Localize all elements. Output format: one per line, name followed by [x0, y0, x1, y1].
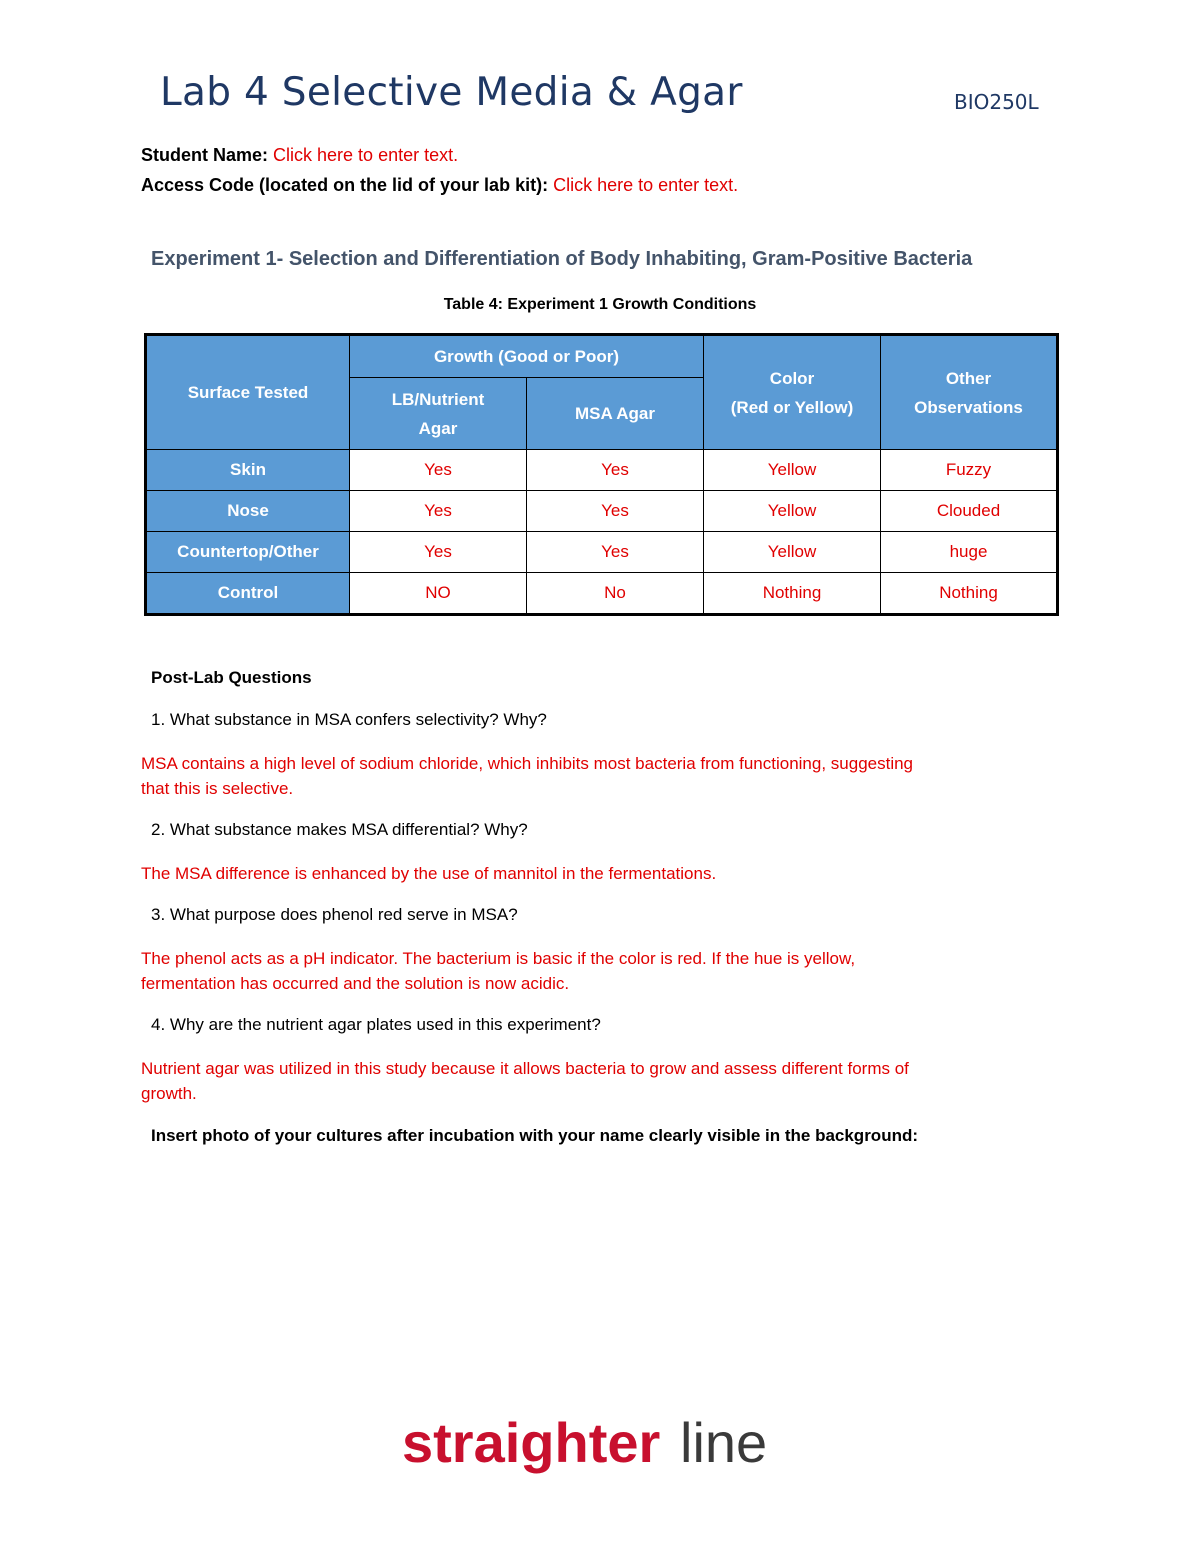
- cell-lb[interactable]: Yes: [350, 491, 527, 532]
- page-title: Lab 4 Selective Media & Agar: [160, 70, 743, 115]
- answer-3[interactable]: [141, 946, 1051, 996]
- experiment-heading: Experiment 1- Selection and Differentiation of Body Inhabiting, Gram-Positive Bacteria: [151, 248, 973, 270]
- access-code-field[interactable]: Click here to enter text.: [553, 175, 739, 195]
- col-header-surface: Surface Tested: [146, 335, 350, 450]
- cell-lb[interactable]: Yes: [350, 450, 527, 491]
- straighterline-logo: [402, 1412, 802, 1482]
- answer-1-line2: that this is selective.: [141, 779, 294, 798]
- cell-other[interactable]: huge: [881, 532, 1058, 573]
- col-header-growth: Growth (Good or Poor): [350, 335, 704, 378]
- postlab-heading: Post-Lab Questions: [151, 668, 312, 687]
- question-2: 2. What substance makes MSA differential? Why?: [151, 820, 528, 839]
- logo-text-primary: straighter: [402, 1412, 661, 1474]
- answer-4[interactable]: [141, 1056, 1051, 1106]
- cell-msa[interactable]: Yes: [527, 532, 704, 573]
- answer-1-line1: MSA contains a high level of sodium chloride, which inhibits most bacteria from functioning, suggesting: [141, 754, 914, 773]
- cell-color[interactable]: Yellow: [704, 450, 881, 491]
- answer-2-line1: The MSA difference is enhanced by the use of mannitol in the fermentations.: [141, 864, 717, 883]
- student-name-field[interactable]: Click here to enter text.: [273, 145, 459, 165]
- table-row: [146, 491, 1058, 532]
- cell-msa[interactable]: No: [527, 573, 704, 615]
- cell-lb[interactable]: Yes: [350, 532, 527, 573]
- cell-lb[interactable]: NO: [350, 573, 527, 615]
- row-surface: Skin: [146, 450, 350, 491]
- answer-3-line1: The phenol acts as a pH indicator. The bacterium is basic if the color is red. If the hue is yellow,: [141, 949, 856, 968]
- cell-msa[interactable]: Yes: [527, 491, 704, 532]
- col-header-color-line1: Color: [769, 368, 815, 388]
- insert-photo-instruction: Insert photo of your cultures after incubation with your name clearly visible in the background:: [151, 1126, 919, 1145]
- col-header-color-line2: (Red or Yellow): [730, 397, 854, 417]
- cell-color[interactable]: Nothing: [704, 573, 881, 615]
- answer-1[interactable]: [141, 751, 1051, 801]
- cell-other[interactable]: Nothing: [881, 573, 1058, 615]
- table-row: [146, 532, 1058, 573]
- logo-text-secondary: line: [680, 1412, 768, 1474]
- col-header-other: [881, 335, 1058, 450]
- row-surface: Control: [146, 573, 350, 615]
- access-code-label: Access Code (located on the lid of your lab kit):: [141, 175, 549, 195]
- col-header-lb-line1: LB/Nutrient: [391, 389, 485, 409]
- cell-color[interactable]: Yellow: [704, 491, 881, 532]
- cell-other[interactable]: Clouded: [881, 491, 1058, 532]
- course-code: BIO250L: [954, 90, 1039, 114]
- col-header-other-line2: Observations: [914, 397, 1023, 417]
- table-row: [146, 573, 1058, 615]
- question-1: 1. What substance in MSA confers selectivity? Why?: [151, 710, 547, 729]
- table-caption: Table 4: Experiment 1 Growth Conditions: [443, 296, 757, 313]
- table-row: [146, 450, 1058, 491]
- col-header-lb-line2: Agar: [418, 418, 458, 438]
- growth-conditions-table: [144, 333, 1059, 616]
- col-header-lb: [350, 378, 527, 450]
- student-name-line: [141, 145, 458, 166]
- answer-2[interactable]: [141, 861, 1051, 886]
- cell-other[interactable]: Fuzzy: [881, 450, 1058, 491]
- question-3: 3. What purpose does phenol red serve in MSA?: [151, 905, 518, 924]
- question-4: 4. Why are the nutrient agar plates used in this experiment?: [151, 1015, 601, 1034]
- student-name-label: Student Name:: [141, 145, 269, 165]
- cell-msa[interactable]: Yes: [527, 450, 704, 491]
- row-surface: Countertop/Other: [146, 532, 350, 573]
- answer-3-line2: fermentation has occurred and the solution is now acidic.: [141, 974, 570, 993]
- col-header-msa: MSA Agar: [527, 378, 704, 450]
- col-header-color: [704, 335, 881, 450]
- answer-4-line2: growth.: [141, 1084, 197, 1103]
- cell-color[interactable]: Yellow: [704, 532, 881, 573]
- row-surface: Nose: [146, 491, 350, 532]
- col-header-other-line1: Other: [945, 368, 992, 388]
- access-code-line: [141, 175, 738, 196]
- answer-4-line1: Nutrient agar was utilized in this study because it allows bacteria to grow and assess different forms of: [141, 1059, 909, 1078]
